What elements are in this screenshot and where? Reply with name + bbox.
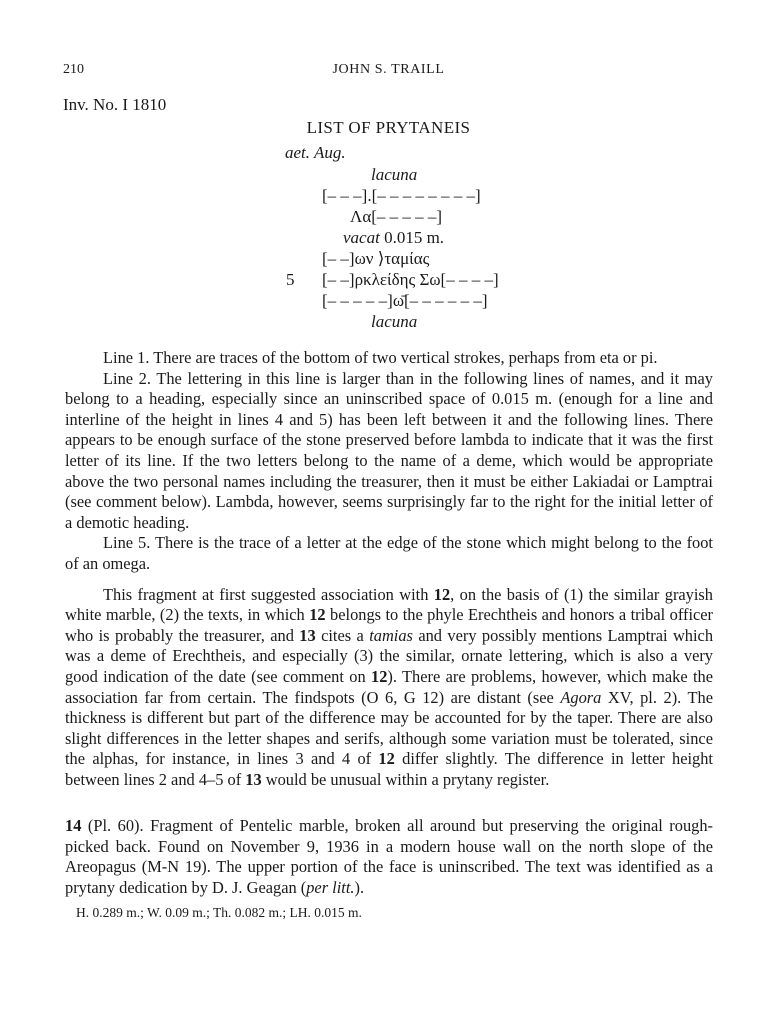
- commentary-line-2: Line 2. The lettering in this line is larger than in the following lines of names, and it may belong to a heading, especially since an uninscribed space of 0.015 m. (enough for a line and interline of the height in lines 4 and 5) has been left between it and the following lines. There appears to be enough surface of the stone preserved before lambda to indicate that it was the first letter of its line. If the two letters belong to the name of a deme, which would be appropriate above the two personal names including the treasurer, then it must be either Lakiadai or Lamptrai (see comment below). Lambda, however, seems surprisingly far to the right for the initial letter of a demotic heading.: [65, 368, 713, 532]
- entry-14: [65, 816, 713, 898]
- commentary: [65, 348, 713, 790]
- running-head: JOHN S. TRAILL: [332, 62, 445, 77]
- per-litt: per litt.: [306, 877, 355, 897]
- vacat-label: vacat: [343, 228, 380, 247]
- ref-12: 12: [378, 749, 395, 769]
- inscription-line-2: Λα[– – – – –]: [350, 207, 443, 226]
- term-tamias: tamias: [369, 625, 413, 645]
- inscription-line-5: [– –]ρκλείδης Σω[– – – –]: [322, 270, 499, 289]
- inscription-line-number-5: 5: [286, 270, 295, 289]
- entry-14-text: 14 (Pl. 60). Fragment of Pentelic marble, broken all around but preserving the original rough-picked back. Found on November 9, 1936 in a modern house wall on the north slope of the Areopagus (M-N 19). The upper portion of the face is uninscribed. The text was identified as a prytany dedication by D. J. Geagan (per litt.).: [65, 816, 713, 897]
- inscription-lacuna-bottom: lacuna: [371, 312, 418, 331]
- inscription-line-1: [– – –].[– – – – – – – –]: [322, 186, 481, 205]
- inscription-lacuna-top: lacuna: [371, 165, 418, 184]
- inscription-date: aet. Aug.: [285, 143, 346, 162]
- inscription-line-3: [343, 228, 444, 248]
- inscription-line-6: [– – – – –]ω̄[– – – – – –]: [322, 291, 488, 310]
- inventory-number: Inv. No. I 1810: [63, 95, 167, 114]
- ref-12: 12: [309, 605, 326, 625]
- measurements: H. 0.289 m.; W. 0.09 m.; Th. 0.082 m.; LH. 0.015 m.: [76, 905, 362, 920]
- vacat-measure: 0.015 m.: [384, 228, 445, 247]
- ref-agora: Agora: [560, 687, 602, 707]
- entry-number: 14: [65, 816, 82, 835]
- association-paragraph: This fragment at first suggested association with 12, on the basis of (1) the similar grayish white marble, (2) the texts, in which 12 belongs to the phyle Erechtheis and honors a tribal officer who is probably the treasurer, and 13 cites a tamias and very possibly mentions Lamptrai which was a deme of Erechtheis, and especially (3) the similar, ornate lettering, which is also a very good indication of the date (see comment on 12). There are problems, however, which make the association far from certain. The findspots (O 6, G 12) are distant (see Agora XV, pl. 2). The thickness is different but part of the difference may be accounted for by the taper. There are also slight differences in the letter shapes and serifs, although some variation must be tolerated, since the alphas, for instance, in lines 3 and 4 of 12 differ slightly. The difference in letter height between lines 2 and 4–5 of 13 would be unusual within a prytany register.: [65, 584, 714, 789]
- section-title: LIST OF PRYTANEIS: [306, 118, 471, 137]
- ref-12: 12: [433, 584, 451, 604]
- inscription-line-4: [– –]ων ⟩ταμίας: [322, 249, 430, 268]
- commentary-line-1: Line 1. There are traces of the bottom of two vertical strokes, perhaps from eta or pi.: [103, 348, 658, 367]
- ref-12: 12: [371, 666, 388, 686]
- ref-13: 13: [245, 769, 262, 789]
- commentary-line-5: Line 5. There is the trace of a letter at the edge of the stone which might belong to the foot of an omega.: [65, 533, 713, 573]
- page-number: 210: [63, 62, 84, 77]
- ref-13: 13: [299, 625, 316, 645]
